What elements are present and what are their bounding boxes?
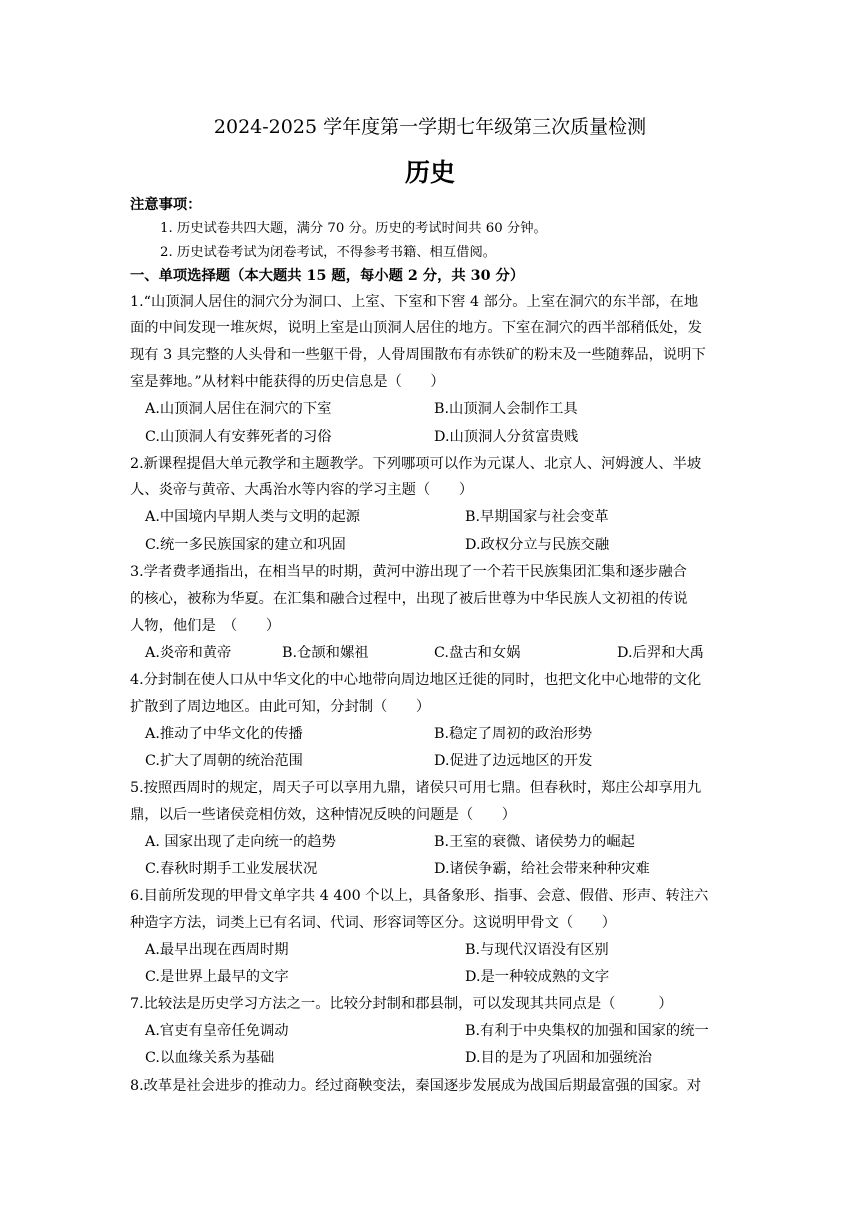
question-3-line-2: 的核心，被称为华夏。在汇集和融合过程中，出现了被后世尊为中华民族人文初祖的传说 <box>130 591 688 607</box>
notice-heading: 注意事项： <box>130 197 202 213</box>
notice-item-1: 1. 历史试卷共四大题，满分 70 分。历史的考试时间共 60 分钟。 <box>160 221 547 236</box>
question-1-line-2: 面的中间发现一堆灰烬，说明上室是山顶洞人居住的地方。下室在洞穴的西半部稍低处，发 <box>130 320 702 336</box>
question-4-option-c: C.扩大了周朝的统治范围 <box>145 753 303 769</box>
question-5-option-a: A. 国家出现了走向统一的趋势 <box>145 834 336 850</box>
question-5-option-b: B.王室的衰微、诸侯势力的崛起 <box>434 834 635 850</box>
question-1-option-b: B.山顶洞人会制作工具 <box>434 401 578 417</box>
question-4-option-d: D.促进了边远地区的开发 <box>434 753 593 769</box>
question-1-line-3: 现有 3 具完整的人头骨和一些躯干骨，人骨周围散布有赤铁矿的粉末及一些随葬品，说明下 <box>130 347 706 363</box>
question-8-line-1: 8.改革是社会进步的推动力。经过商鞅变法，秦国逐步发展成为战国后期最富强的国家。对 <box>130 1078 702 1094</box>
question-7-line-1: 7.比较法是历史学习方法之一。比较分封制和郡县制，可以发现其共同点是（ ） <box>130 996 673 1012</box>
question-1-option-a: A.山顶洞人居住在洞穴的下室 <box>145 401 332 417</box>
question-5-option-c: C.春秋时期手工业发展状况 <box>145 861 318 877</box>
question-1-option-c: C.山顶洞人有安葬死者的习俗 <box>145 429 332 445</box>
question-1-option-d: D.山顶洞人分贫富贵贱 <box>434 429 579 445</box>
question-7-option-a: A.官吏有皇帝任免调动 <box>145 1023 289 1039</box>
question-5-line-2: 鼎，以后一些诸侯竞相仿效，这种情况反映的问题是（ ） <box>130 807 517 823</box>
question-2-option-a: A.中国境内早期人类与文明的起源 <box>145 509 361 525</box>
question-2-line-2: 人、炎帝与黄帝、大禹治水等内容的学习主题（ ） <box>130 482 474 498</box>
question-7-option-c: C.以血缘关系为基础 <box>145 1050 275 1066</box>
question-1-line-1: 1.“山顶洞人居住的洞穴分为洞口、上室、下室和下窖 4 部分。上室在洞穴的东半部，在地 <box>130 294 699 310</box>
question-6-option-d: D.是一种较成熟的文字 <box>465 969 610 985</box>
question-2-option-c: C.统一多民族国家的建立和巩固 <box>145 537 346 553</box>
question-4-line-2: 扩散到了周边地区。由此可知，分封制（ ） <box>130 699 431 715</box>
section-heading: 一、单项选择题（本大题共 15 题，每小题 2 分，共 30 分） <box>130 268 525 284</box>
question-7-option-b: B.有利于中央集权的加强和国家的统一 <box>465 1023 709 1039</box>
question-3-option-d: D.后羿和大禹 <box>617 645 704 661</box>
question-6-line-2: 种造字方法，词类上已有名词、代词、形容词等区分。这说明甲骨文（ ） <box>130 915 617 931</box>
question-3-option-c: C.盘古和女娲 <box>434 645 521 661</box>
question-5-line-1: 5.按照西周时的规定，周天子可以享用九鼎，诸侯只可用七鼎。但春秋时，郑庄公却享用九 <box>130 780 702 796</box>
question-5-option-d: D.诸侯争霸，给社会带来种种灾难 <box>434 861 650 877</box>
question-3-line-1: 3.学者费孝通指出，在相当早的时期，黄河中游出现了一个若干民族集团汇集和逐步融合 <box>130 564 687 580</box>
subject-title: 历史 <box>404 158 455 187</box>
notice-item-2: 2. 历史试卷考试为闭卷考试，不得参考书籍、相互借阅。 <box>160 245 497 260</box>
exam-title: 2024-2025 学年度第一学期七年级第三次质量检测 <box>213 116 647 138</box>
question-2-option-d: D.政权分立与民族交融 <box>465 537 610 553</box>
question-6-option-a: A.最早出现在西周时期 <box>145 942 289 958</box>
question-3-option-b: B.仓颉和嫘祖 <box>282 645 369 661</box>
question-4-option-a: A.推动了中华文化的传播 <box>145 726 303 742</box>
question-4-option-b: B.稳定了周初的政治形势 <box>434 726 593 742</box>
question-6-line-1: 6.目前所发现的甲骨文单字共 4 400 个以上，具备象形、指事、会意、假借、形声、转注六 <box>130 888 709 904</box>
question-6-option-c: C.是世界上最早的文字 <box>145 969 289 985</box>
question-7-option-d: D.目的是为了巩固和加强统治 <box>465 1050 653 1066</box>
question-3-option-a: A.炎帝和黄帝 <box>145 645 232 661</box>
question-2-option-b: B.早期国家与社会变革 <box>465 509 609 525</box>
question-1-line-4: 室是葬地。”从材料中能获得的历史信息是（ ） <box>130 374 445 390</box>
question-2-line-1: 2.新课程提倡大单元教学和主题教学。下列哪项可以作为元谋人、北京人、河姆渡人、半坡 <box>130 456 702 472</box>
question-4-line-1: 4.分封制在使人口从中华文化的中心地带向周边地区迁徙的同时，也把文化中心地带的文化 <box>130 672 702 688</box>
question-3-line-3: 人物，他们是 （ ） <box>130 618 281 634</box>
question-6-option-b: B.与现代汉语没有区别 <box>465 942 609 958</box>
